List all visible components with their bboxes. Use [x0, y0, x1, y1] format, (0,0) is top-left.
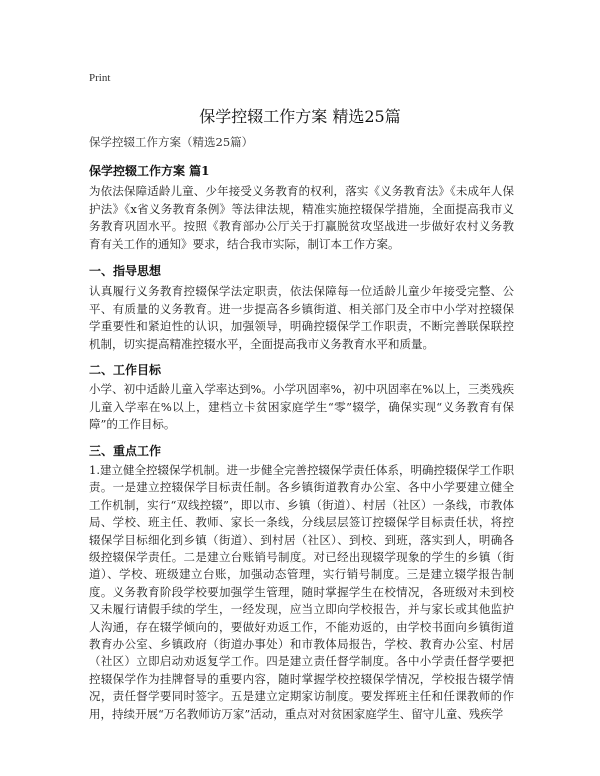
intro-paragraph: 为依法保障适龄儿童、少年接受义务教育的权利，落实《义务教育法》《未成年人保护法》《x省义务教育条例》等法律法规，精准实施控辍保学措施，全面提高我市义务教育巩固水平。按照《教育部办公厅关于打赢脱贫攻坚战进一步做好农村义务教育有关工作的通知》要求，结合我市实际，制订本工作方案。	[89, 184, 514, 251]
heading-goals: 二、工作目标	[89, 363, 162, 377]
guiding-ideology-paragraph: 认真履行义务教育控辍保学法定职责，依法保障每一位适龄儿童少年接受完整、公平、有质量的义务教育。进一步提高各乡镇街道、相关部门及全市中小学对控辍保学重要性和紧迫性的认识，加强领导，明确控辍保学工作职责，不断完善联保联控机制，切实提高精准控辍水平，全面提高我市义务教育水平和质量。	[89, 284, 514, 351]
section-title: 保学控辍工作方案 篇1	[89, 164, 210, 178]
heading-key-work: 三、重点工作	[89, 444, 162, 458]
key-work-paragraph: 1.建立健全控辍保学机制。进一步健全完善控辍保学责任体系，明确控辍保学工作职责。一是建立控辍保学目标责任制。各乡镇街道教育办公室、各中小学要建立健全工作机制，实行“双线控辍”，即以市、乡镇（街道）、村居（社区）一条线，市教体局、学校、班主任、教师、家长一条线，分线层层签订控辍保学目标责任状，将控辍保学目标细化到乡镇（街道）、到村居（社区）、到校、到班，落实到人，明确各级控辍保学责任。二是建立台账销号制度。对已经出现辍学现象的学生的乡镇（街道）、学校、班级建立台账，加强动态管理，实行销号制度。三是建立辍学报告制度。义务教育阶段学校要加强学生管理，随时掌握学生在校情况，各班级对未到校又未履行请假手续的学生，一经发现，应当立即向学校报告，并与家长或其他监护人沟通，存在辍学倾向的，要做好劝返工作，不能劝返的，由学校书面向乡镇街道教育办公室、乡镇政府（街道办事处）和市教体局报告，学校、教育办公室、村居（社区）立即启动劝返复学工作。四是建立责任督学制度。各中小学责任督学要把控辍保学作为挂牌督导的重要内容，随时掌握学校控辍保学情况，学校报告辍学情况，责任督学要同时签字。五是建立定期家访制度。要发挥班主任和任课教师的作用，持续开展“万名教师访万家”活动，重点对对贫困家庭学生、留守儿童、残疾学	[89, 463, 514, 721]
print-label[interactable]: Print	[89, 72, 111, 84]
document-title: 保学控辍工作方案 精选25篇	[199, 107, 401, 126]
document-subtitle: 保学控辍工作方案（精选25篇）	[89, 135, 254, 149]
goals-paragraph: 小学、初中适龄儿童入学率达到%。小学巩固率%，初中巩固率在%以上，三类残疾儿童入学率在%以上，建档立卡贫困家庭学生“零”辍学，确保实现“义务教育有保障”的工作目标。	[89, 382, 514, 432]
heading-guiding-ideology: 一、指导思想	[89, 264, 162, 278]
